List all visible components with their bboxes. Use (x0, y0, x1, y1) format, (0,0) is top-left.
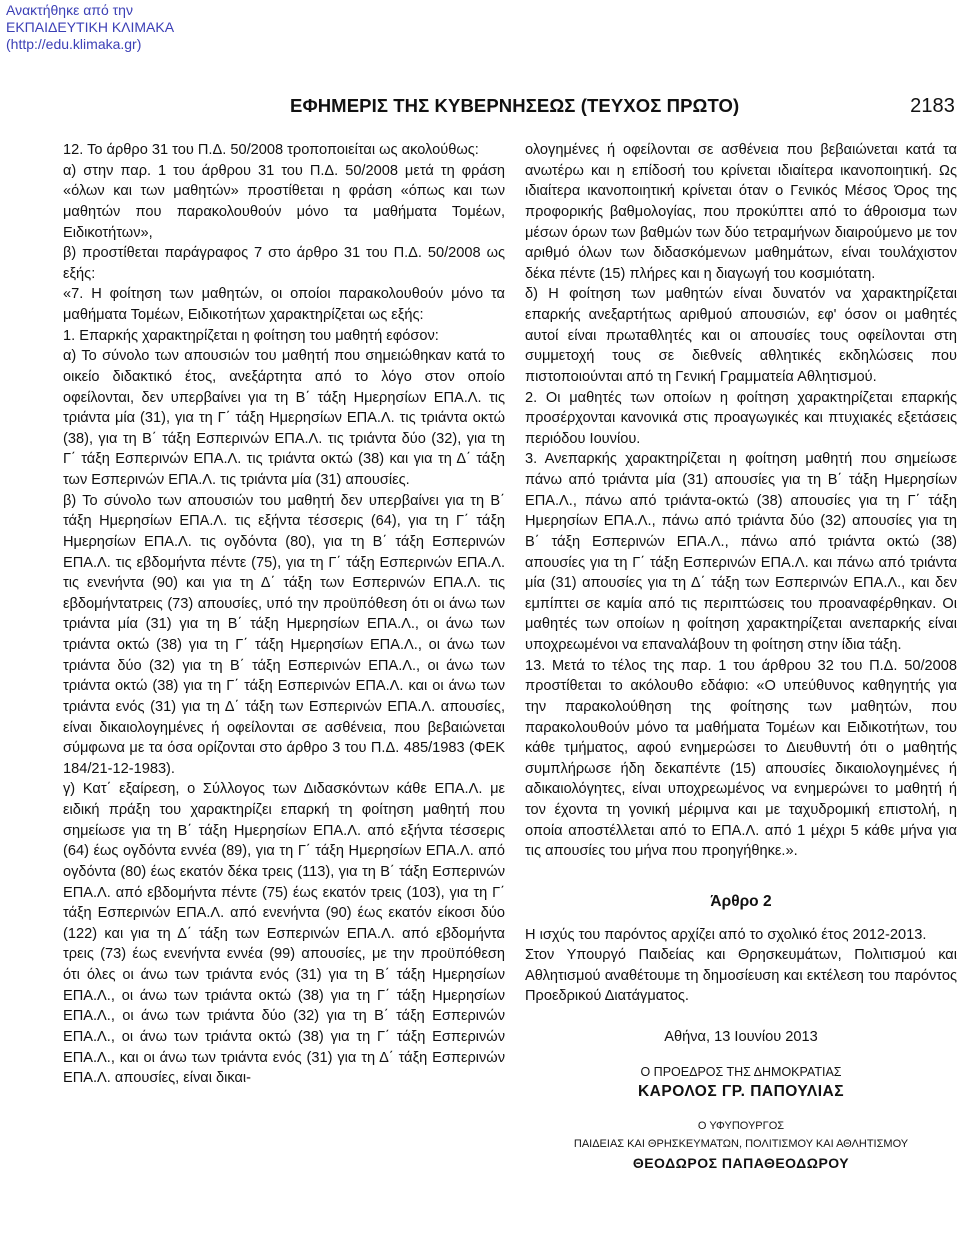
watermark-link[interactable] (6, 2, 174, 53)
watermark-line-2: ΕΚΠΑΙΔΕΥΤΙΚΗ ΚΛΙΜΑΚΑ (6, 19, 175, 35)
paragraph: 1. Επαρκής χαρακτηρίζεται η φοίτηση του μαθητή εφόσον: (63, 327, 439, 344)
minister-title: Ο ΥΦΥΠΟΥΡΓΟΣ (697, 1119, 785, 1132)
minister-ministry: ΠΑΙΔΕΙΑΣ ΚΑΙ ΘΡΗΣΚΕΥΜΑΤΩΝ, ΠΟΛΙΤΙΣΜΟΥ ΚΑΙ ΑΘΛΗΤΙΣΜΟΥ (573, 1137, 909, 1150)
paragraph: β) προστίθεται παράγραφος 7 στο άρθρο 31 του Π.Δ. 50/2008 ως εξής: (63, 245, 505, 282)
paragraph: ολογημένες ή οφείλονται σε ασθένεια που βεβαιώνεται κατά τα ανωτέρω και η επίδοσή του κρίνεται ιδιαίτερα ικανοποιητική. Ως ιδιαίτερα ικανοποιητική κρίνεται όταν ο Γενικός Μέσος Όρος της προφορικής βαθμολογίας, που προκύπτει από το άθροισμα των μέσων όρων των βαθμών των δύο τετραμήνων διαιρούμενο με τον αριθμό όλων των διδασκόμενων μαθημάτων, είναι τουλάχιστον δέκα πέντε (15) πλήρες και η διαγωγή του κοσμιότατη. (525, 142, 957, 282)
paragraph: γ) Κατ΄ εξαίρεση, ο Σύλλογος των Διδασκόντων κάθε ΕΠΑ.Λ. με ειδική πράξη του χαρακτηρίζει επαρκή τη φοίτηση μαθητή που σημείωσε για τη Β΄ τάξη Ημερησίων ΕΠΑ.Λ. από εξήντα τέσσερις (64) έως ογδόντα εννέα (89), για τη Γ΄ τάξη Ημερησίων ΕΠΑ.Λ. από ογδόντα (80) έως εκατόν δέκα τρεις (113), για τη Β΄ τάξη Εσπερινών ΕΠΑ.Λ. από εβδομήντα πέντε (75) έως εκατόν τρεις (103), για τη Γ΄ τάξη Εσπερινών ΕΠΑ.Λ. από ενενήντα (90) έως εκατόν είκοσι δύο (122) και για τη Δ΄ τάξη των Εσπερινών ΕΠΑ.Λ. από εβδομήντα τρεις (73) έως ενενήντα εννέα (99) απουσίες, με την προϋπόθεση ότι όλες οι άνω των τριάντα ενός (31) για τη Β΄ τάξη Ημερησίων ΕΠΑ.Λ., οι άνω των τριάντα οκτώ (38) για τη Γ΄ τάξη Ημερησίων ΕΠΑ.Λ., οι άνω των τριάντα δύο (32) για τη Β΄ τάξη Εσπερινών ΕΠΑ.Λ., οι άνω των τριάντα οκτώ (38) για τη Γ΄ τάξη Εσπερινών ΕΠΑ.Λ., και οι άνω των τριάντα ενός (31) για τη Δ΄ τάξη Εσπερινών ΕΠΑ.Λ. απουσίες, είναι δικαι- (63, 781, 505, 1087)
president-name: ΚΑΡΟΛΟΣ ΓΡ. ΠΑΠΟΥΛΙΑΣ (637, 1083, 844, 1101)
right-column (525, 140, 957, 1259)
paragraph: α) Το σύνολο των απουσιών του μαθητή που σημειώθηκαν κατά το οικείο διδακτικό έτος, ανεξάρτητα από το λόγο στον οποίο οφείλονται, δεν υπερβαίνει για τη Β΄ τάξη Ημερησίων ΕΠΑ.Λ. τις τριάντα μία (31), για τη Γ΄ τάξη Ημερησίων ΕΠΑ.Λ. τις τριάντα οκτώ (38), για τη Β΄ τάξη Εσπερινών ΕΠΑ.Λ. τις τριάντα δύο (32), για τη Γ΄ τάξη Εσπερινών ΕΠΑ.Λ. τις τριάντα οκτώ (38) και για τη Δ΄ τάξη των Εσπερινών ΕΠΑ.Λ. τις τριάντα μία (31) απουσίες. (63, 348, 505, 488)
paragraph: δ) Η φοίτηση των μαθητών είναι δυνατόν να χαρακτηρίζεται επαρκής ανεξαρτήτως αριθμού απουσιών, εφ' όσον οι μαθητές αυτοί είναι πρωταθλητές και οι απουσίες τους οφείλονται στη συμμετοχή τους σε διεθνείς αθλητικές εκδηλώσεις που πιστοποιούνται από τη Γενική Γραμματεία Αθλητισμού. (525, 286, 957, 385)
watermark-line-1: Ανακτήθηκε από την (6, 2, 133, 18)
president-title: Ο ΠΡΟΕΔΡΟΣ ΤΗΣ ΔΗΜΟΚΡΑΤΙΑΣ (640, 1064, 842, 1079)
paragraph: α) στην παρ. 1 του άρθρου 31 του Π.Δ. 50/2008 μετά τη φράση «όλων και των μαθητών» προστίθεται η φράση «όπως και των μαθητών που παρακολουθούν μόνο τα μαθήματα Τομέων, Ειδικοτήτων», (63, 162, 505, 241)
gazette-title: ΕΦΗΜΕΡΙΣ ΤΗΣ ΚΥΒΕΡΝΗΣΕΩΣ (ΤΕΥΧΟΣ ΠΡΩΤΟ) (290, 95, 740, 116)
place-date: Αθήνα, 13 Ιουνίου 2013 (664, 1029, 818, 1045)
paragraph: Στον Υπουργό Παιδείας και Θρησκευμάτων, Πολιτισμού και Αθλητισμού αναθέτουμε τη δημοσίευση και εκτέλεση του παρόντος Προεδρικού Διατάγματος. (525, 947, 957, 1005)
left-column (63, 140, 505, 1259)
paragraph: Η ισχύς του παρόντος αρχίζει από το σχολικό έτος 2012-2013. (525, 926, 927, 943)
paragraph: 3. Ανεπαρκής χαρακτηρίζεται η φοίτηση μαθητή που σημείωσε πάνω από τριάντα μία (31) απουσίες για τη Β΄ τάξη Ημερησίων ΕΠΑ.Λ., πάνω από τριάντα-οκτώ (38) απουσίες για τη Γ΄ τάξη Ημερησίων ΕΠΑ.Λ., πάνω από τριάντα δύο (32) απουσίες για τη Β΄ τάξη Εσπερινών ΕΠΑ.Λ., πάνω από τριάντα οκτώ (38) απουσίες για τη Γ΄ τάξη Εσπερινών ΕΠΑ.Λ. και πάνω από τριάντα μία (31) απουσίες για τη Δ΄ τάξη των Εσπερινών ΕΠΑ.Λ., και δεν εμπίπτει σε καμία από τις περιπτώσεις του προαναφέρθηκαν. Οι μαθητές των οποίων η φοίτηση χαρακτηρίζεται ανεπαρκής είναι υποχρεωμένοι να επαναλάβουν τη φοίτηση στην ίδια τάξη. (525, 451, 957, 653)
paragraph: 12. Το άρθρο 31 του Π.Δ. 50/2008 τροποποιείται ως ακολούθως: (63, 142, 479, 158)
page-header (290, 95, 955, 117)
paragraph: 2. Οι μαθητές των οποίων η φοίτηση χαρακτηρίζεται επαρκής προσέρχονται κανονικά στις προαγωγικές και πτυχιακές εξετάσεις περιόδου Ιουνίου. (525, 389, 957, 447)
paragraph: β) Το σύνολο των απουσιών του μαθητή δεν υπερβαίνει για τη Β΄ τάξη Ημερησίων ΕΠΑ.Λ. τις εξήντα τέσσερις (64), για τη Γ΄ τάξη Ημερησίων ΕΠΑ.Λ. τις ογδόντα (80), για τη Β΄ τάξη Εσπερινών ΕΠΑ.Λ. τις εβδομήντα πέντε (75), για τη Γ΄ τάξη Εσπερινών ΕΠΑ.Λ. τις ενενήντα (90) και για τη Δ΄ τάξη των Εσπερινών ΕΠΑ.Λ. τις εβδομήντατρεις (73) απουσίες, υπό την προϋπόθεση ότι οι άνω των τριάντα μία (31) για τη Β΄ τάξη Ημερησίων ΕΠΑ.Λ., οι άνω των τριάντα οκτώ (38) για τη Γ΄ τάξη Ημερησίων ΕΠΑ.Λ., οι άνω των τριάντα δύο (32) για τη Β΄ τάξη Εσπερινών ΕΠΑ.Λ., οι άνω των τριάντα οκτώ (38) για τη Γ΄ τάξη Εσπερινών ΕΠΑ.Λ. και οι άνω των τριάντα ενός (31) για τη Δ΄ τάξη των Εσπερινών ΕΠΑ.Λ. απουσίες, είναι δικαιολογημένες ή οφείλονται σε ασθένεια, που βεβαιώνεται σύμφωνα με τα όσα ορίζονται στο άρθρο 3 του Π.Δ. 485/1983 (ΦΕΚ 184/21-12-1983). (63, 492, 505, 777)
page-number: 2183 (910, 95, 955, 117)
paragraph: 13. Μετά το τέλος της παρ. 1 του άρθρου 32 του Π.Δ. 50/2008 προστίθεται το ακόλουθο εδάφιο: «Ο υπεύθυνος καθηγητής για την παρακολούθηση της φοίτησης των μαθητών, που παρακολουθούν μόνο τα μαθήματα Τομέων και Ειδικοτήτων, του κάθε τμήματος, αφού ενημερώσει το Διευθυντή ότι ο μαθητής συμπλήρωσε ήδη δεκαπέντε (15) απουσίες δικαιολογημένες ή αδικαιολόγητες, είναι υποχρεωμένος να ενημερώνει το μαθητή ή τον έχοντα τη γονική μέριμνα και με ταχυδρομική επιστολή, η οποία αποστέλλεται από το ΕΠΑ.Λ. από 1 μέχρι 5 κάθε μήνα για τις απουσίες του μήνα που προηγήθηκε.». (525, 657, 957, 860)
minister-name: ΘΕΟΔΩΡΟΣ ΠΑΠΑΘΕΟΔΩΡΟΥ (632, 1154, 850, 1171)
watermark-url[interactable]: (http://edu.klimaka.gr) (6, 36, 142, 52)
article-heading: Άρθρο 2 (710, 892, 772, 910)
paragraph: «7. Η φοίτηση των μαθητών, οι οποίοι παρακολουθούν μόνο τα μαθήματα Τομέων, Ειδικοτήτων χαρακτηρίζεται ως εξής: (63, 286, 505, 323)
